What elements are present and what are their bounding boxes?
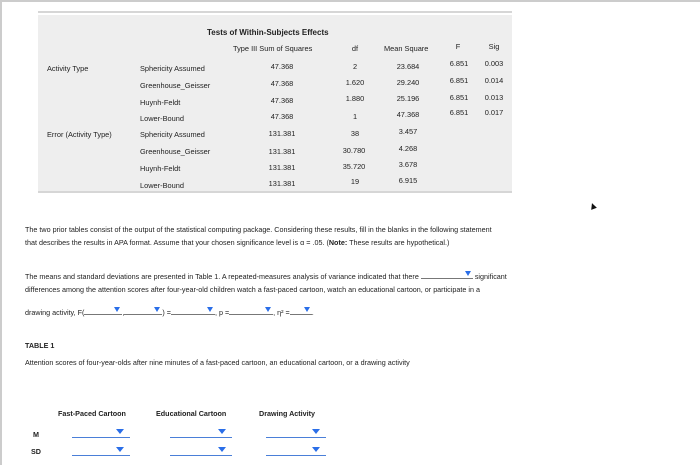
df2-dropdown[interactable] (124, 306, 162, 315)
table1-col-fast-paced: Fast-Paced Cartoon (58, 409, 126, 418)
stats-table-title: Tests of Within-Subjects Effects (207, 28, 329, 37)
ms-cell: 25.196 (396, 94, 420, 103)
col-header-df: df (351, 44, 359, 53)
source-cell: Activity Type (47, 64, 89, 73)
ms-cell: 3.457 (398, 127, 418, 136)
correction-cell: Lower-Bound (140, 114, 184, 123)
df-cell: 30.780 (342, 146, 366, 155)
chevron-down-icon (116, 429, 124, 434)
col-header-f: F (455, 42, 461, 51)
window-left-border (0, 0, 2, 465)
m-fast-paced-dropdown[interactable] (72, 428, 130, 438)
df-cell: 19 (350, 177, 360, 186)
window-top-border (0, 0, 700, 2)
ss-cell: 47.368 (270, 79, 294, 88)
correction-cell: Greenhouse_Geisser (140, 81, 211, 90)
ss-cell: 131.381 (268, 129, 296, 138)
ss-cell: 47.368 (270, 62, 294, 71)
table1-col-educational: Educational Cartoon (156, 409, 227, 418)
statement-line-2: differences among the attention scores after four-year-old children watch a fast-paced cartoon, watch an educational cartoon, or participate in a (25, 285, 480, 294)
correction-cell: Sphericity Assumed (140, 64, 205, 73)
ms-cell: 29.240 (396, 78, 420, 87)
ss-cell: 47.368 (270, 96, 294, 105)
ms-cell: 3.678 (398, 160, 418, 169)
ms-cell: 47.368 (396, 110, 420, 119)
chevron-down-icon (218, 429, 226, 434)
df-cell: 35.720 (342, 162, 366, 171)
chevron-down-icon (114, 307, 120, 312)
ms-cell: 4.268 (398, 144, 418, 153)
chevron-down-icon (465, 271, 471, 276)
chevron-down-icon (312, 447, 320, 452)
sd-drawing-dropdown[interactable] (266, 446, 326, 456)
correction-cell: Greenhouse_Geisser (140, 147, 211, 156)
statement-line-3: drawing activity, F( , ) = , p = , η² = . (25, 308, 314, 317)
df-cell: 38 (350, 129, 360, 138)
chevron-down-icon (265, 307, 271, 312)
sig-cell: 0.017 (484, 108, 504, 117)
sig-cell: 0.014 (484, 76, 504, 85)
ms-cell: 6.915 (398, 176, 418, 185)
df1-dropdown[interactable] (84, 306, 122, 315)
eta-squared-dropdown[interactable] (290, 306, 312, 315)
ss-cell: 131.381 (268, 179, 296, 188)
df-cell: 1.880 (345, 94, 365, 103)
table1-col-drawing: Drawing Activity (259, 409, 316, 418)
table1-row-label-m: M (33, 430, 39, 439)
ss-cell: 131.381 (268, 163, 296, 172)
sig-cell: 0.003 (484, 59, 504, 68)
chevron-down-icon (218, 447, 226, 452)
f-cell: 6.851 (449, 108, 469, 117)
correction-cell: Sphericity Assumed (140, 130, 205, 139)
sig-cell: 0.013 (484, 93, 504, 102)
correction-cell: Huynh-Feldt (140, 98, 181, 107)
df-cell: 1.620 (345, 78, 365, 87)
sd-fast-paced-dropdown[interactable] (72, 446, 130, 456)
ss-cell: 47.368 (270, 112, 294, 121)
table1-caption: Attention scores of four-year-olds after nine minutes of a fast-paced cartoon, an educational cartoon, or a drawing activity (25, 358, 410, 367)
instruction-line-1: The two prior tables consist of the output of the statistical computing package. Considering these results, fill in the blanks in the following statement (25, 225, 492, 234)
chevron-down-icon (312, 429, 320, 434)
chevron-down-icon (154, 307, 160, 312)
table-bottom-rule (38, 191, 512, 193)
instruction-line-2: that describes the results in APA format. Assume that your chosen significance level is α = .05. (Note: These results are hypothetical.) (25, 238, 450, 247)
df-cell: 2 (352, 62, 358, 71)
df-cell: 1 (352, 112, 358, 121)
ss-cell: 131.381 (268, 147, 296, 156)
m-educational-dropdown[interactable] (170, 428, 232, 438)
f-cell: 6.851 (449, 93, 469, 102)
significance-dropdown[interactable] (421, 270, 473, 279)
p-value-dropdown[interactable] (229, 306, 273, 315)
col-header-ms: Mean Square (384, 44, 429, 53)
chevron-down-icon (304, 307, 310, 312)
m-drawing-dropdown[interactable] (266, 428, 326, 438)
chevron-down-icon (116, 447, 124, 452)
source-cell: Error (Activity Type) (47, 130, 112, 139)
table-top-rule (38, 11, 512, 13)
mouse-cursor-icon (589, 202, 597, 210)
ms-cell: 23.684 (396, 62, 420, 71)
f-cell: 6.851 (449, 59, 469, 68)
table1-row-label-sd: SD (31, 447, 41, 456)
chevron-down-icon (207, 307, 213, 312)
col-header-sig: Sig (488, 42, 500, 51)
sd-educational-dropdown[interactable] (170, 446, 232, 456)
col-header-ss: Type III Sum of Squares (233, 44, 313, 53)
f-value-dropdown[interactable] (171, 306, 215, 315)
correction-cell: Huynh-Feldt (140, 164, 181, 173)
statement-line-1: The means and standard deviations are presented in Table 1. A repeated-measures analysis of variance indicated that there significant (25, 272, 507, 281)
table1-label: TABLE 1 (25, 341, 55, 350)
correction-cell: Lower-Bound (140, 181, 184, 190)
f-cell: 6.851 (449, 76, 469, 85)
